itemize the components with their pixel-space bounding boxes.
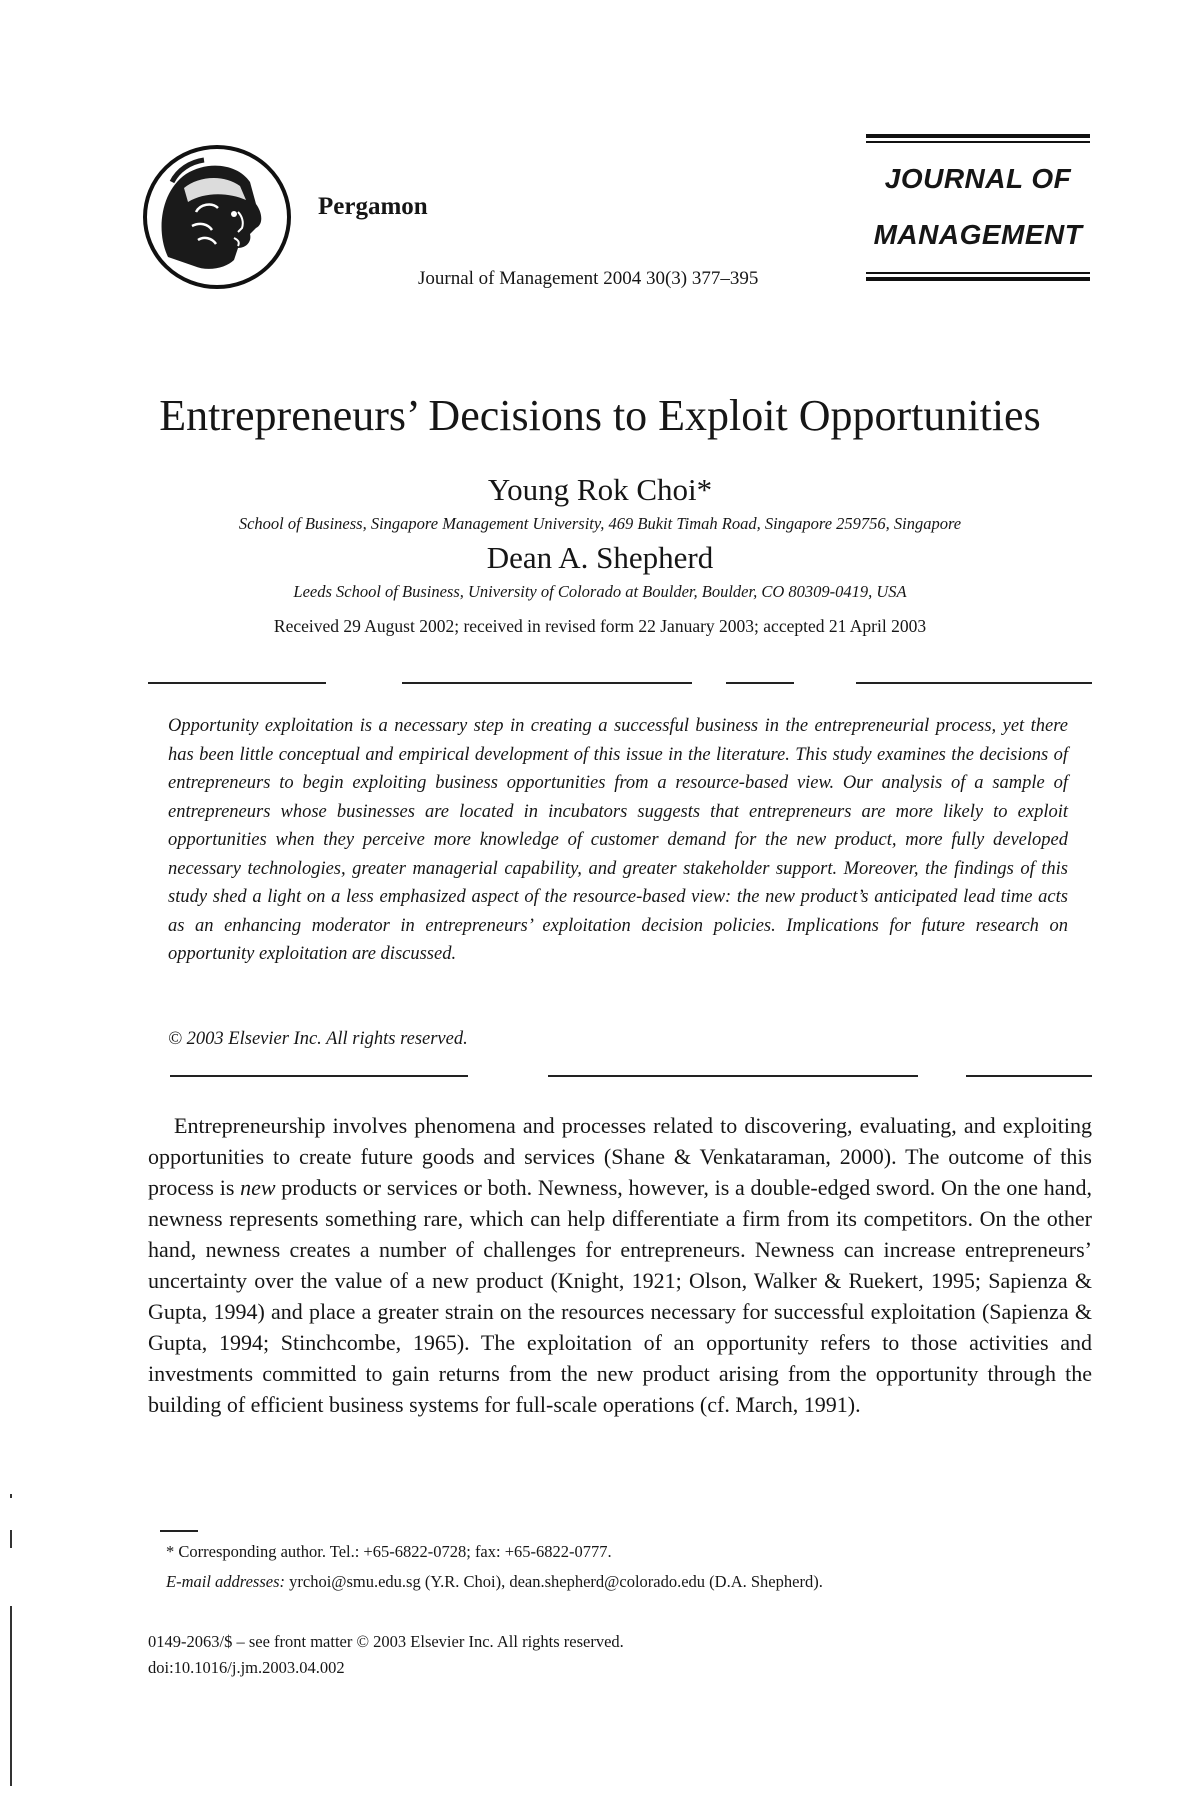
- author-name-2: Dean A. Shepherd: [486, 540, 714, 575]
- scan-edge-mark: [10, 1494, 12, 1498]
- abstract-copyright: © 2003 Elsevier Inc. All rights reserved.: [168, 1029, 468, 1049]
- abstract-rule-top: [856, 682, 1092, 684]
- journal-rule-bottom: [866, 277, 1090, 281]
- article-title: Entrepreneurs’ Decisions to Exploit Opportunities: [159, 391, 1041, 440]
- email-addresses: yrchoi@smu.edu.sg (Y.R. Choi), dean.shepherd@colorado.edu (D.A. Shepherd).: [285, 1572, 823, 1591]
- abstract-rule-top: [148, 682, 326, 684]
- body-text: Entrepreneurship involves phenomena and processes related to discovering, evaluating, and exploiting opportunities to create future goods and services (Shane & Venkataraman, 2000). The outcome of this process is: [148, 1113, 1092, 1200]
- abstract-rule-bottom: [170, 1075, 468, 1077]
- issn-line: 0149-2063/$ – see front matter © 2003 Elsevier Inc. All rights reserved.: [148, 1632, 624, 1651]
- journal-name-line1: JOURNAL OF: [884, 163, 1072, 194]
- abstract-rule-bottom: [548, 1075, 918, 1077]
- email-footnote: [166, 1572, 823, 1592]
- abstract-text: Opportunity exploitation is a necessary step in creating a successful business in the entrepreneurial process, yet there has been little conceptual and empirical development of this issue in the literature. This study examines the decisions of entrepreneurs to begin exploiting business opportunities from a resource-based view. Our analysis of a sample of entrepreneurs whose businesses are located in incubators suggests that entrepreneurs are more likely to exploit opportunities when they perceive more knowledge of customer demand for the new product, more fully developed necessary technologies, greater managerial capability, and greater stakeholder support. Moreover, the findings of this study shed a light on a less emphasized aspect of the resource-based view: the new product’s anticipated lead time acts as an enhancing moderator in entrepreneurs’ exploitation decision policies. Implications for future research on opportunity exploitation are discussed.: [168, 716, 1068, 964]
- email-label: E-mail addresses:: [166, 1572, 285, 1591]
- body-paragraph: [148, 1110, 1092, 1420]
- abstract-rule-top: [402, 682, 692, 684]
- author-name-1: Young Rok Choi*: [487, 472, 713, 507]
- journal-citation: Journal of Management 2004 30(3) 377–395: [418, 268, 759, 289]
- doi-line: doi:10.1016/j.jm.2003.04.002: [148, 1658, 345, 1677]
- corresponding-author-footnote: * Corresponding author. Tel.: +65-6822-0728; fax: +65-6822-0777.: [166, 1542, 612, 1561]
- abstract-rule-bottom: [966, 1075, 1092, 1077]
- journal-rule-bottom-thin: [866, 272, 1090, 274]
- received-dates: Received 29 August 2002; received in revised form 22 January 2003; accepted 21 April 2003: [273, 616, 927, 636]
- publisher-name: Pergamon: [318, 193, 428, 220]
- footnote-rule: [160, 1530, 198, 1532]
- body-text: products or services or both. Newness, however, is a double-edged sword. On the one hand, newness represents something rare, which can help differentiate a firm from its competitors. On the other hand, newness creates a number of challenges for entrepreneurs. Newness can increase entrepreneurs’ uncertainty over the value of a new product (Knight, 1921; Olson, Walker & Ruekert, 1995; Sapienza & Gupta, 1994) and place a greater strain on the resources necessary for successful exploitation (Sapienza & Gupta, 1994; Stinchcombe, 1965). The exploitation of an opportunity refers to those activities and investments committed to gain returns from the new product arising from the opportunity through the building of efficient business systems for full-scale operations (cf. March, 1991).: [148, 1175, 1092, 1417]
- author-affiliation-2: Leeds School of Business, University of Colorado at Boulder, Boulder, CO 80309-0419, USA: [293, 582, 907, 601]
- journal-rule-top-thin: [866, 141, 1090, 143]
- body-emphasis: new: [240, 1175, 276, 1200]
- pergamon-logo: [138, 142, 296, 292]
- author-affiliation-1: School of Business, Singapore Management University, 469 Bukit Timah Road, Singapore 259756, Singapore: [238, 514, 962, 533]
- journal-rule-top: [866, 134, 1090, 138]
- abstract-rule-top: [726, 682, 794, 684]
- scan-edge-mark: [10, 1530, 12, 1548]
- scan-edge-mark: [10, 1606, 12, 1786]
- journal-name-line2: MANAGEMENT: [873, 219, 1083, 250]
